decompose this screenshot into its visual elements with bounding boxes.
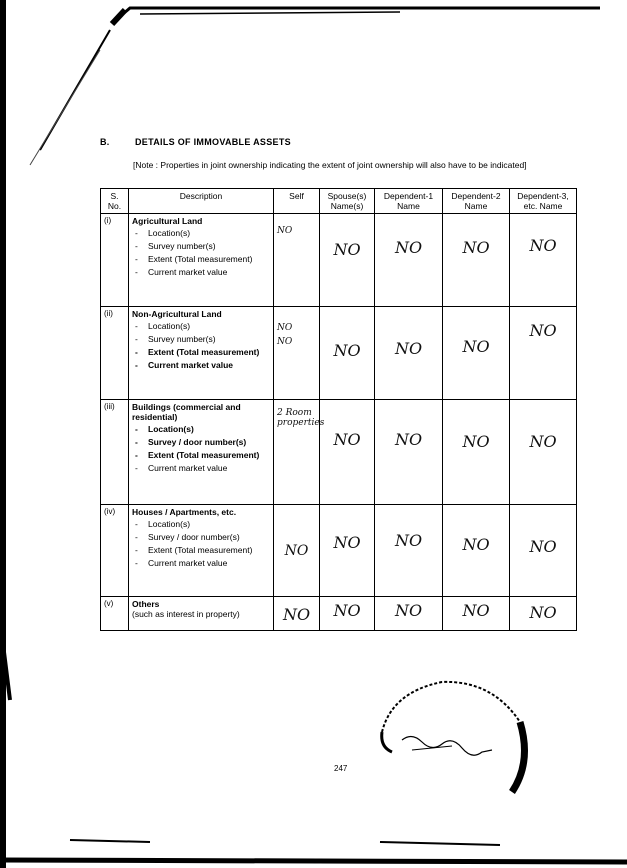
cell-dependent-2 (443, 400, 510, 505)
row-sno: (ii) (101, 307, 129, 400)
cell-dependent-3 (510, 505, 577, 597)
handwritten-value: NO (277, 323, 293, 333)
table-row (101, 307, 577, 400)
handwritten-value: NO (529, 537, 557, 556)
cell-self (274, 214, 320, 307)
header-self: Self (274, 189, 320, 214)
cell-dependent-1 (375, 307, 443, 400)
row-sno: (v) (101, 597, 129, 631)
handwritten-value: NO (277, 337, 293, 347)
handwritten-value: NO (333, 341, 361, 360)
list-item: - Survey / door number(s) (133, 532, 270, 543)
list-item: - Extent (Total measurement) (133, 545, 270, 556)
handwritten-value: NO (529, 432, 557, 451)
cell-dependent-3 (510, 307, 577, 400)
list-item: - Current market value (133, 360, 270, 371)
cell-self (274, 597, 320, 631)
cell-spouse (320, 400, 375, 505)
cell-dependent-2 (443, 505, 510, 597)
cell-dependent-1 (375, 214, 443, 307)
row-heading: Houses / Apartments, etc. (132, 507, 237, 517)
handwritten-value: NO (462, 337, 490, 356)
cell-spouse (320, 505, 375, 597)
header-description: Description (129, 189, 274, 214)
handwritten-value: 2 Room properties (277, 408, 325, 428)
list-item: - Current market value (133, 463, 270, 474)
cell-spouse (320, 307, 375, 400)
handwritten-value: NO (394, 430, 423, 449)
handwritten-value: NO (394, 531, 423, 550)
cell-self (274, 307, 320, 400)
row-sno: (i) (101, 214, 129, 307)
cell-dependent-3 (510, 400, 577, 505)
row-description (129, 597, 274, 631)
assets-table (100, 188, 577, 631)
list-item: - Location(s) (133, 519, 270, 530)
list-item: - Survey number(s) (133, 241, 270, 252)
table-row (101, 505, 577, 597)
cell-dependent-2 (443, 307, 510, 400)
handwritten-value: NO (462, 432, 490, 451)
handwritten-value: NO (333, 240, 361, 259)
list-item: - Current market value (133, 267, 270, 278)
section-title: DETAILS OF IMMOVABLE ASSETS (135, 137, 291, 147)
cell-spouse (320, 597, 375, 631)
handwritten-value: NO (284, 543, 309, 559)
handwritten-value: NO (394, 601, 423, 620)
list-item: - Location(s) (133, 228, 270, 239)
table-row (101, 214, 577, 307)
handwritten-value: NO (333, 601, 361, 620)
page-number: 247 (334, 764, 348, 773)
header-sno: S. No. (101, 189, 129, 214)
row-heading: Buildings (commercial and residential) (132, 402, 241, 422)
row-description (129, 400, 274, 505)
table-row (101, 597, 577, 631)
handwritten-value: NO (529, 236, 557, 255)
handwritten-value: NO (282, 605, 311, 624)
section-letter: B. (100, 137, 110, 147)
header-dependent-2: Dependent-2 Name (443, 189, 510, 214)
cell-spouse (320, 214, 375, 307)
list-item: - Location(s) (133, 321, 270, 332)
header-dependent-3: Dependent-3, etc. Name (510, 189, 577, 214)
list-item: - Location(s) (133, 424, 270, 435)
handwritten-value: NO (277, 226, 293, 236)
table-row (101, 400, 577, 505)
list-item: - Current market value (133, 558, 270, 569)
handwritten-value: NO (333, 533, 361, 552)
cell-dependent-2 (443, 214, 510, 307)
table-header-row (101, 189, 577, 214)
cell-dependent-3 (510, 214, 577, 307)
cell-self (274, 400, 325, 505)
row-heading: Non-Agricultural Land (132, 309, 222, 319)
cell-dependent-1 (375, 597, 443, 631)
row-subheading: (such as interest in property) (132, 609, 240, 619)
cell-dependent-1 (375, 400, 443, 505)
handwritten-value: NO (529, 321, 557, 340)
cell-dependent-3 (510, 597, 577, 631)
handwritten-value: NO (462, 238, 490, 257)
cell-dependent-2 (443, 597, 510, 631)
cell-dependent-1 (375, 505, 443, 597)
list-item: - Extent (Total measurement) (133, 450, 270, 461)
row-description (129, 307, 274, 400)
section-note: [Note : Properties in joint ownership indicating the extent of joint ownership will also have to be indicated] (133, 160, 527, 170)
row-heading: Others (132, 599, 160, 609)
row-description (129, 505, 274, 597)
header-dependent-1: Dependent-1 Name (375, 189, 443, 214)
handwritten-value: NO (529, 603, 557, 622)
row-sno: (iii) (101, 400, 129, 505)
cell-self (274, 505, 320, 597)
handwritten-value: NO (462, 535, 490, 554)
signature-seal (372, 672, 532, 802)
list-item: - Extent (Total measurement) (133, 347, 270, 358)
header-spouse: Spouse(s) Name(s) (320, 189, 375, 214)
handwritten-value: NO (394, 339, 423, 358)
row-heading: Agricultural Land (132, 216, 203, 226)
list-item: - Extent (Total measurement) (133, 254, 270, 265)
row-description (129, 214, 274, 307)
handwritten-value: NO (333, 430, 361, 449)
handwritten-value: NO (462, 601, 490, 620)
list-item: - Survey / door number(s) (133, 437, 270, 448)
list-item: - Survey number(s) (133, 334, 270, 345)
row-sno: (iv) (101, 505, 129, 597)
handwritten-value: NO (394, 238, 423, 257)
